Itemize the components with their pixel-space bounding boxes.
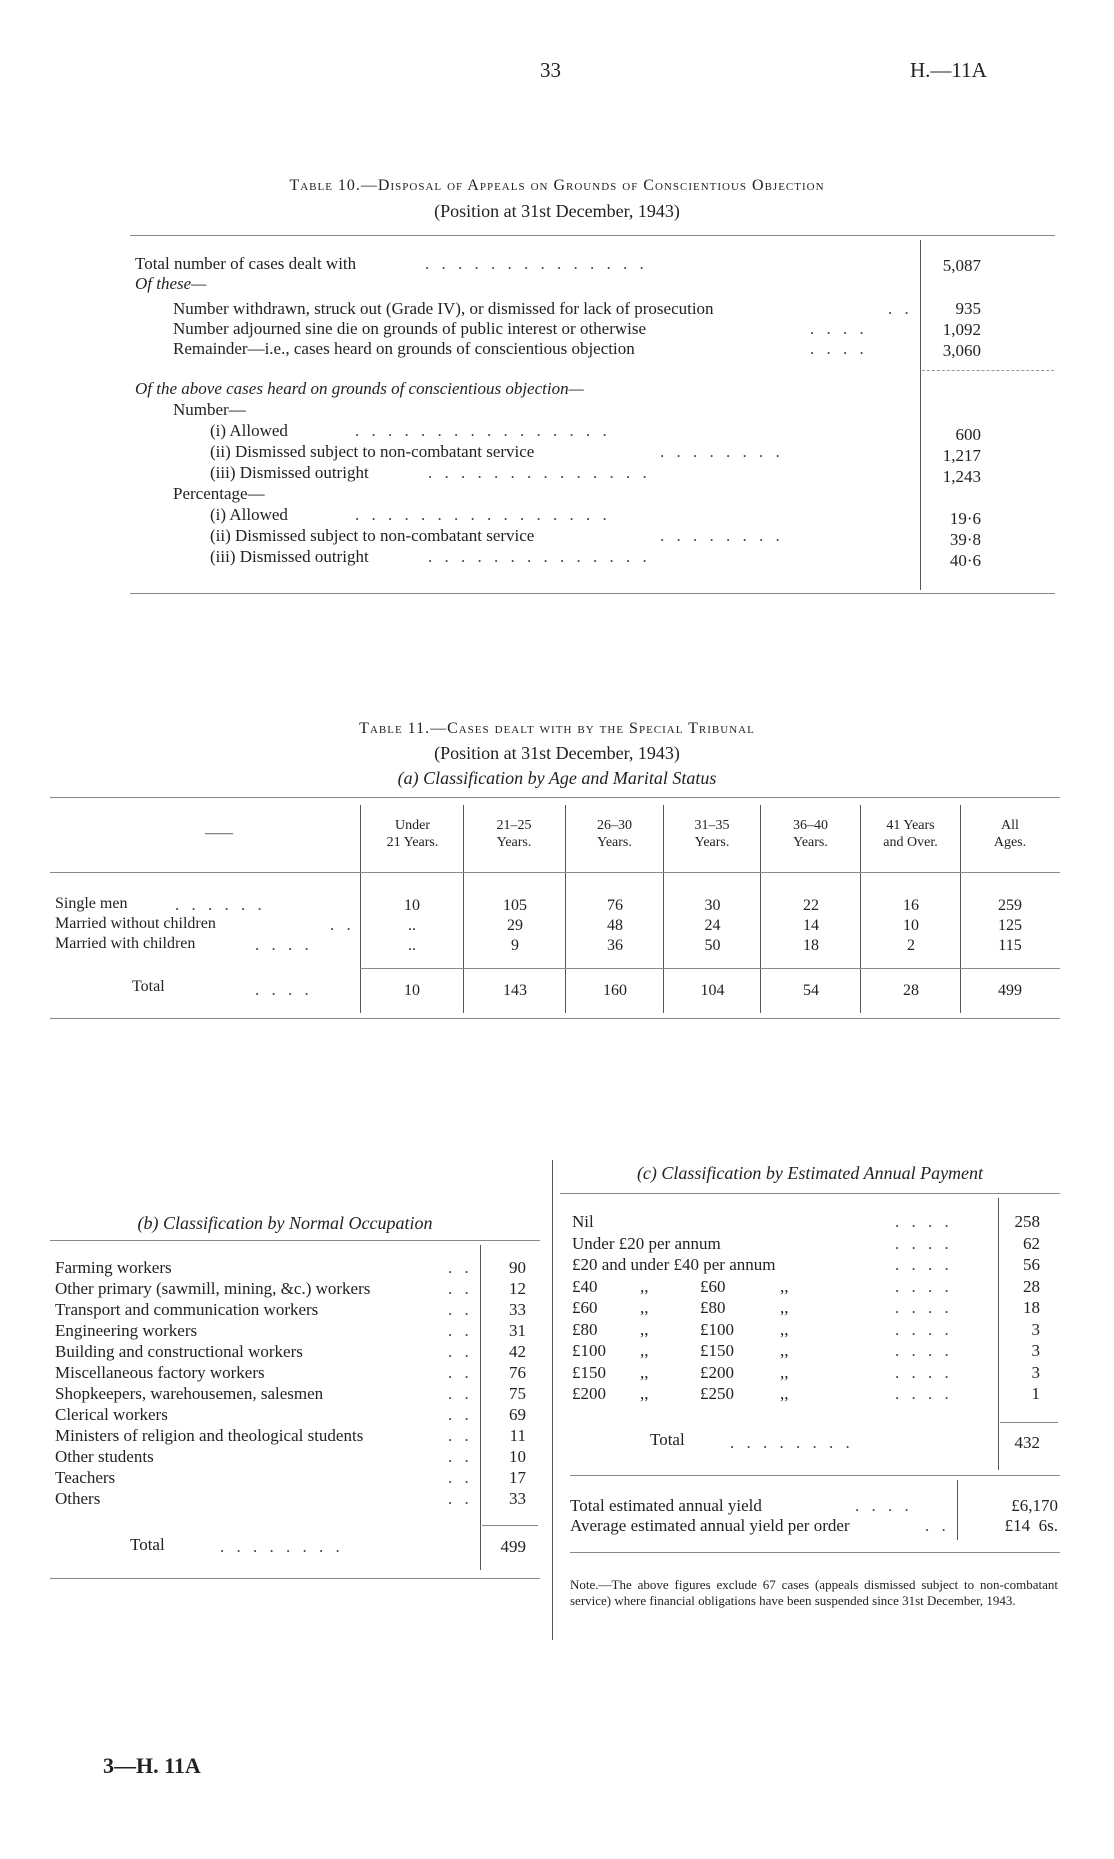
payment-count: 62	[1023, 1234, 1040, 1253]
column-rule	[860, 805, 861, 1013]
cell-married-without-col2: 48	[607, 917, 623, 934]
leader-dots: . .	[330, 915, 355, 934]
col-head-line: Years.	[793, 835, 828, 850]
percent-outright-value: 40·6	[949, 551, 981, 570]
leader-dots: . . . .	[895, 1363, 953, 1382]
cell-single-men-col6: 259	[998, 897, 1022, 914]
ditto-mark: ,,	[640, 1363, 649, 1382]
cell-total-col0: 10	[404, 982, 420, 999]
heard-heading: Of the above cases heard on grounds of conscientious objection—	[135, 379, 584, 398]
leader-dots: . . . .	[810, 319, 868, 338]
leader-dots: . . . .	[255, 935, 313, 954]
ditto-mark: ,,	[780, 1363, 789, 1382]
leader-dots: . . . . . . . .	[220, 1537, 344, 1556]
ditto-mark: ,,	[780, 1341, 789, 1360]
payment-count: 28	[1023, 1277, 1040, 1296]
leader-dots: . .	[448, 1258, 473, 1277]
column-rule	[960, 805, 961, 1013]
occupation-label: Shopkeepers, warehousemen, salesmen	[55, 1384, 324, 1403]
cell-total-col5: 28	[903, 982, 919, 999]
number-allowed-value: 600	[955, 425, 981, 444]
payment-range-to: £150	[700, 1341, 734, 1360]
column-rule	[463, 805, 464, 1013]
table11c-column-rule	[998, 1198, 999, 1470]
leader-dots: . . . . . . . .	[660, 526, 784, 545]
occupations-total-value: 499	[500, 1537, 526, 1556]
occupation-value: 42	[509, 1342, 526, 1361]
col-head-line: and Over.	[883, 835, 938, 850]
cell-married-without-col1: 29	[507, 917, 523, 934]
column-rule	[760, 805, 761, 1013]
payment-range-from: £20 and under £40 per annum	[572, 1255, 776, 1274]
payment-count: 56	[1023, 1255, 1040, 1274]
col-head-under21	[365, 817, 460, 851]
cell-single-men-col0: 10	[404, 897, 420, 914]
leader-dots: . . . .	[895, 1234, 953, 1253]
leader-dots: . . . .	[895, 1298, 953, 1317]
stub-head: ——	[205, 826, 233, 841]
leader-dots: . .	[448, 1363, 473, 1382]
withdrawn-label: Number withdrawn, struck out (Grade IV), or dismissed for lack of prosecution	[173, 299, 714, 318]
leader-dots: . .	[448, 1405, 473, 1424]
leader-dots: . .	[448, 1384, 473, 1403]
occupation-value: 31	[509, 1321, 526, 1340]
leader-dots: . . . .	[895, 1320, 953, 1339]
cell-married-with-col4: 18	[803, 937, 819, 954]
payment-range-from: Nil	[572, 1212, 594, 1231]
table11-position: (Position at 31st December, 1943)	[434, 743, 680, 763]
occupation-value: 10	[509, 1447, 526, 1466]
occupation-value: 90	[509, 1258, 526, 1277]
payment-count: 3	[1031, 1363, 1040, 1382]
page-signature: 3—H. 11A	[103, 1753, 201, 1778]
payment-count: 1	[1031, 1384, 1040, 1403]
yield-average-label: Average estimated annual yield per order	[570, 1516, 850, 1535]
withdrawn-value: 935	[955, 299, 981, 318]
col-head-line: 31–35	[694, 818, 730, 833]
occupations-total-label: Total	[130, 1535, 165, 1554]
leader-dots: . . . .	[895, 1384, 953, 1403]
cell-married-without-col0: ..	[408, 917, 416, 934]
cell-single-men-col2: 76	[607, 897, 623, 914]
footnote: Note.—The above figures exclude 67 cases (appeals dismissed subject to non-combatant service) where financial obligations have been suspended since 31st December, 1943.	[570, 1577, 1058, 1608]
table10-caption: Table 10.—Disposal of Appeals on Grounds of Conscientious Objection	[289, 177, 825, 194]
col-head-line: 26–30	[597, 818, 632, 833]
cell-single-men-col4: 22	[803, 897, 819, 914]
table11a-head-rule	[50, 872, 1060, 873]
payment-count: 3	[1031, 1320, 1040, 1339]
payment-count: 18	[1023, 1298, 1040, 1317]
payments-total-value: 432	[1014, 1433, 1040, 1452]
payment-range-from: £40	[572, 1277, 598, 1296]
table11c-total-rule	[1000, 1422, 1058, 1423]
occupation-label: Farming workers	[55, 1258, 172, 1277]
col-head-line: All	[1001, 818, 1019, 833]
cell-married-without-col3: 24	[704, 917, 721, 934]
ditto-mark: ,,	[640, 1320, 649, 1339]
col-head-line: Ages.	[993, 835, 1027, 850]
cell-married-with-col2: 36	[607, 937, 623, 954]
subtotal-rule	[922, 370, 1054, 371]
number-noncombatant-value: 1,217	[942, 446, 981, 465]
total-cases-value: 5,087	[942, 256, 981, 275]
leader-dots: . . . . . . . . . . . . . .	[428, 463, 651, 482]
ditto-mark: ,,	[780, 1320, 789, 1339]
row-total-label: Total	[132, 978, 165, 995]
col-head-line: Years.	[597, 835, 632, 850]
section-b-title: (b) Classification by Normal Occupation	[137, 1213, 433, 1233]
payment-range-from: Under £20 per annum	[572, 1234, 721, 1253]
leader-dots: . .	[448, 1279, 473, 1298]
occupation-label: Miscellaneous factory workers	[55, 1363, 265, 1382]
cell-married-without-col4: 14	[803, 917, 819, 934]
col-head-line: 41 Years	[886, 818, 935, 833]
yield-total-label: Total estimated annual yield	[570, 1496, 762, 1515]
cell-total-col6: 499	[998, 982, 1022, 999]
leader-dots: . . . . . . . .	[660, 442, 784, 461]
occupation-value: 69	[509, 1405, 526, 1424]
adjourned-value: 1,092	[942, 320, 981, 339]
total-cases-label: Total number of cases dealt with	[135, 254, 357, 273]
leader-dots: . . . . . . . .	[730, 1433, 854, 1452]
ditto-mark: ,,	[780, 1384, 789, 1403]
leader-dots: . . . .	[895, 1255, 953, 1274]
payment-count: 258	[1014, 1212, 1040, 1231]
col-head-line: 36–40	[793, 818, 828, 833]
table11a-bottom-rule	[50, 1018, 1060, 1019]
ditto-mark: ,,	[780, 1298, 789, 1317]
table11b-column-rule	[480, 1245, 481, 1570]
col-head-line: 21–25	[496, 818, 532, 833]
remainder-label: Remainder—i.e., cases heard on grounds of conscientious objection	[173, 339, 635, 358]
leader-dots: . .	[448, 1426, 473, 1445]
payment-range-to: £60	[700, 1277, 726, 1296]
percent-outright-label: (iii) Dismissed outright	[210, 547, 369, 566]
percent-noncombatant-value: 39·8	[949, 530, 981, 549]
percent-noncombatant-label: (ii) Dismissed subject to non-combatant service	[210, 526, 535, 545]
payment-range-from: £60	[572, 1298, 598, 1317]
col-head-41-over	[862, 817, 959, 851]
cell-married-with-col5: 2	[907, 937, 915, 954]
occupation-label: Building and constructional workers	[55, 1342, 303, 1361]
col-head-26-30	[567, 817, 662, 851]
payment-range-from: £80	[572, 1320, 598, 1339]
table11c-yield-rule	[570, 1475, 1060, 1476]
row-married-without-label: Married without children	[55, 915, 216, 932]
number-heading: Number—	[173, 400, 246, 419]
leader-dots: . .	[448, 1489, 473, 1508]
col-head-line: Years.	[496, 835, 532, 850]
leader-dots: . .	[448, 1342, 473, 1361]
remainder-value: 3,060	[942, 341, 981, 360]
leader-dots: . .	[925, 1516, 950, 1535]
cell-married-without-col5: 10	[903, 917, 919, 934]
payments-total-label: Total	[650, 1430, 685, 1449]
occupation-value: 17	[509, 1468, 526, 1487]
ditto-mark: ,,	[640, 1277, 649, 1296]
payment-range-to: £250	[700, 1384, 734, 1403]
column-rule	[360, 805, 361, 1013]
percentage-heading: Percentage—	[173, 484, 265, 503]
leader-dots: . . . . . . . . . . . . . . . .	[355, 505, 611, 524]
occupation-label: Teachers	[55, 1468, 116, 1487]
leader-dots: . . . .	[810, 339, 868, 358]
occupation-label: Transport and communication workers	[55, 1300, 319, 1319]
leader-dots: . . . .	[855, 1496, 913, 1515]
payment-count: 3	[1031, 1341, 1040, 1360]
cell-married-with-col3: 50	[704, 937, 721, 954]
document-reference: H.—11A	[910, 58, 987, 82]
column-rule	[565, 805, 566, 1013]
page-number: 33	[540, 58, 561, 82]
payment-range-from: £100	[572, 1341, 606, 1360]
occupation-label: Other primary (sawmill, mining, &c.) workers	[55, 1279, 371, 1298]
payment-range-from: £200	[572, 1384, 606, 1403]
table11c-bottom-rule	[570, 1552, 1060, 1553]
cell-total-col3: 104	[700, 982, 725, 999]
cell-married-with-col0: ..	[408, 937, 416, 954]
yield-total-value: £6,170	[1011, 1496, 1058, 1515]
payment-range-to: £100	[700, 1320, 734, 1339]
col-head-line: 21 Years.	[386, 835, 439, 850]
col-head-31-35	[665, 817, 759, 851]
adjourned-label: Number adjourned sine die on grounds of public interest or otherwise	[173, 319, 647, 338]
leader-dots: . . . . . .	[175, 895, 266, 914]
leader-dots: . .	[448, 1300, 473, 1319]
table11b-top-rule	[50, 1240, 540, 1241]
occupation-value: 75	[509, 1384, 526, 1403]
percent-allowed-label: (i) Allowed	[210, 505, 288, 524]
leader-dots: . . . . . . . . . . . . . .	[425, 254, 648, 273]
column-rule	[663, 805, 664, 1013]
col-head-36-40	[762, 817, 859, 851]
leader-dots: . .	[448, 1447, 473, 1466]
ditto-mark: ,,	[780, 1277, 789, 1296]
number-outright-label: (iii) Dismissed outright	[210, 463, 369, 482]
table11a-total-rule	[360, 968, 1060, 969]
occupation-label: Ministers of religion and theological students	[55, 1426, 364, 1445]
cell-single-men-col5: 16	[903, 897, 919, 914]
occupation-label: Clerical workers	[55, 1405, 168, 1424]
cell-single-men-col1: 105	[503, 897, 527, 914]
cell-married-with-col6: 115	[998, 937, 1022, 954]
leader-dots: . . . .	[895, 1212, 953, 1231]
occupation-label: Others	[55, 1489, 101, 1508]
cell-total-col2: 160	[603, 982, 627, 999]
ditto-mark: ,,	[640, 1298, 649, 1317]
occupation-label: Engineering workers	[55, 1321, 198, 1340]
number-noncombatant-label: (ii) Dismissed subject to non-combatant service	[210, 442, 535, 461]
yield-column-rule	[957, 1480, 958, 1540]
leader-dots: . . . .	[895, 1277, 953, 1296]
number-allowed-label: (i) Allowed	[210, 421, 288, 440]
section-divider	[552, 1160, 553, 1640]
leader-dots: . .	[448, 1321, 473, 1340]
leader-dots: . . . . . . . . . . . . . . . .	[355, 421, 611, 440]
table11c-top-rule	[560, 1193, 1060, 1194]
payment-range-to: £80	[700, 1298, 726, 1317]
leader-dots: . . . .	[895, 1341, 953, 1360]
ditto-mark: ,,	[640, 1384, 649, 1403]
of-these-heading: Of these—	[135, 274, 207, 293]
row-married-with-label: Married with children	[55, 935, 196, 952]
section-a-title: (a) Classification by Age and Marital Status	[397, 768, 717, 788]
table11b-bottom-rule	[50, 1578, 540, 1579]
occupation-value: 33	[509, 1300, 526, 1319]
payment-range-from: £150	[572, 1363, 606, 1382]
leader-dots: . .	[448, 1468, 473, 1487]
row-single-men-label: Single men	[55, 895, 128, 912]
cell-total-col4: 54	[803, 982, 819, 999]
table11-caption: Table 11.—Cases dealt with by the Special Tribunal	[359, 720, 755, 737]
col-head-line: Under	[395, 818, 430, 833]
leader-dots: . . . .	[255, 980, 313, 999]
ditto-mark: ,,	[640, 1341, 649, 1360]
leader-dots: . .	[888, 299, 913, 318]
table11a-top-rule	[50, 797, 1060, 798]
col-head-all-ages	[962, 817, 1058, 851]
section-c-title: (c) Classification by Estimated Annual Payment	[636, 1163, 984, 1183]
occupation-value: 33	[509, 1489, 526, 1508]
cell-total-col1: 143	[503, 982, 527, 999]
percent-allowed-value: 19·6	[949, 509, 981, 528]
cell-single-men-col3: 30	[704, 897, 721, 914]
cell-married-without-col6: 125	[998, 917, 1022, 934]
cell-married-with-col1: 9	[511, 937, 519, 954]
col-head-21-25	[465, 817, 563, 851]
number-outright-value: 1,243	[942, 467, 981, 486]
table10-position: (Position at 31st December, 1943)	[434, 201, 680, 221]
table10-top-rule	[130, 235, 1055, 236]
col-head-line: Years.	[694, 835, 730, 850]
table10-bottom-rule	[130, 593, 1055, 594]
payment-range-to: £200	[700, 1363, 734, 1382]
table10-column-rule	[920, 240, 921, 590]
occupation-label: Other students	[55, 1447, 154, 1466]
table11b-total-rule	[482, 1525, 538, 1526]
occupation-value: 76	[509, 1363, 526, 1382]
yield-average-value: £14 6s.	[1004, 1516, 1058, 1535]
occupation-value: 11	[509, 1426, 526, 1445]
occupation-value: 12	[509, 1279, 526, 1298]
leader-dots: . . . . . . . . . . . . . .	[428, 547, 651, 566]
